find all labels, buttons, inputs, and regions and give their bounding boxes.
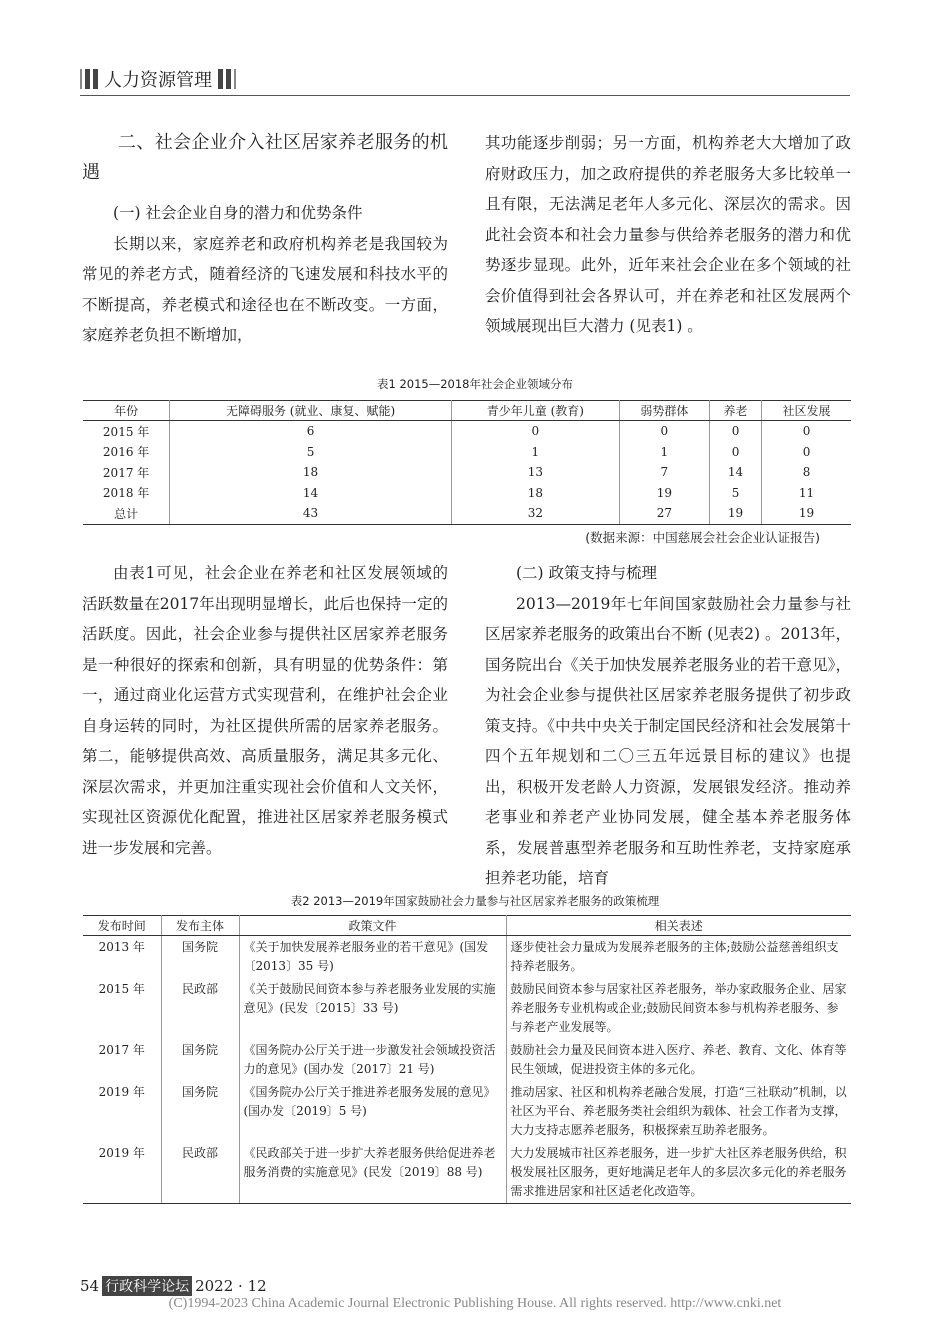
table2-cell: 大力发展城市社区养老服务，进一步扩大社区养老服务供给，积极发展社区服务，更好地满足老年人的多层次多元化的养老服务需求推进居家和社区适老化改造等。	[506, 1142, 851, 1204]
issue: 2022 · 12	[195, 1277, 267, 1295]
left-column-top	[82, 128, 448, 351]
table2-cell: 国务院	[161, 936, 239, 979]
table1-cell: 11	[798, 485, 815, 500]
page-number: 54	[80, 1277, 100, 1295]
table1-cell: 18	[170, 462, 452, 483]
paragraph: 由表1可见，社会企业在养老和社区发展领域的活跃数量在2017年出现明显增长，此后也保持一定的活跃度。因此，社会企业参与提供社区居家养老服务是一种很好的探索和创新，具有明显的优势条件：第一，通过商业化运营方式实现营利，在维护社会企业自身运转的同时，为社区提供所需的居家养老服务。第二，能够提供高效、高质量服务，满足其多元化、深层次需求，并更加注重实现社会价值和人文关怀，实现社区资源优化配置，推进社区居家养老服务模式进一步发展和完善。	[82, 564, 448, 857]
table-row	[83, 483, 851, 504]
header-rule	[80, 95, 850, 96]
table1-cell: 27	[619, 503, 709, 524]
table1-cell: 6	[170, 421, 452, 442]
table-row	[83, 978, 851, 1039]
table2-cell: 2019 年	[83, 1081, 161, 1142]
section-heading: 二、社会企业介入社区居家养老服务的机遇	[82, 132, 448, 183]
table2-header-cell: 发布主体	[161, 916, 239, 936]
table1-cell: 总计	[83, 503, 170, 524]
table2-cell: 《民政部关于进一步扩大养老服务供给促进养老服务消费的实施意见》(民发〔2019〕88 号)	[239, 1142, 506, 1204]
table2-header-cell: 相关表述	[506, 916, 851, 936]
table2-cell: 《国务院办公厅关于进一步激发社会领域投资活力的意见》(国办发〔2017〕21 号)	[239, 1039, 506, 1081]
table1-cell: 5	[170, 442, 452, 463]
paragraph: 2013—2019年七年间国家鼓励社会力量参与社区居家养老服务的政策出台不断 (见表2) 。2013年，国务院出台《关于加快发展养老服务业的若干意见》，为社会企业参与提供社区居家养老服务提供了初步政策支持。《中共中央关于制定国民经济和社会发展第十四个五年规划和二〇三五年远景目标的建议》也提出，积极开发老龄人力资源，发展银发经济。推动养老事业和养老产业协同发展，健全基本养老服务体系，发展普惠型养老服务和互助性养老，支持家庭承担养老功能，培育	[485, 594, 851, 887]
table1-cell: 0	[709, 421, 761, 442]
table-row	[83, 442, 851, 463]
right-column-bottom	[485, 558, 851, 894]
table1-header-cell: 青少年儿童 (教育)	[451, 401, 619, 421]
left-column-bottom	[82, 558, 448, 863]
table1-cell: 0	[802, 424, 811, 439]
table-row	[83, 421, 851, 442]
subheading-1: (一) 社会企业自身的潜力和优势条件	[113, 204, 363, 222]
table1-cell: 0	[619, 421, 709, 442]
table1	[83, 400, 851, 525]
table-row	[83, 936, 851, 979]
header-bars-right	[218, 69, 236, 89]
table2-cell: 《关于加快发展养老服务业的若干意见》(国发〔2013〕35 号)	[239, 936, 506, 979]
header-title: 人力资源管理	[104, 70, 212, 91]
table1-cell: 13	[451, 462, 619, 483]
running-header	[80, 64, 236, 94]
paragraph: 其功能逐步削弱；另一方面，机构养老大大增加了政府财政压力，加之政府提供的养老服务大多比较单一且有限，无法满足老年人多元化、深层次的需求。因此社会资本和社会力量参与供给养老服务的潜力和优势逐步显现。此外，近年来社会企业在多个领域的社会价值得到社会各界认可，并在养老和社区发展两个领域展现出巨大潜力 (见表1) 。	[485, 134, 851, 335]
table2-cell: 国务院	[161, 1081, 239, 1142]
table2-cell: 2017 年	[83, 1039, 161, 1081]
table2-cell: 2013 年	[83, 936, 161, 979]
table2-cell: 2015 年	[83, 978, 161, 1039]
table-row	[83, 503, 851, 524]
table1-header-cell: 弱势群体	[619, 401, 709, 421]
table2-header-cell: 发布时间	[83, 916, 161, 936]
table1-cell: 8	[802, 465, 811, 480]
page-footer	[80, 1276, 267, 1296]
table1-cell: 1	[619, 442, 709, 463]
table-row	[83, 1081, 851, 1142]
table2-cell: 逐步使社会力量成为发展养老服务的主体;鼓励公益慈善组织支持养老服务。	[510, 940, 839, 973]
table2-cell: 国务院	[161, 1039, 239, 1081]
table1-cell: 7	[619, 462, 709, 483]
table1-header-cell: 无障碍服务 (就业、康复、赋能)	[170, 401, 452, 421]
table1-cell: 2018 年	[83, 483, 170, 504]
table1-cell: 1	[451, 442, 619, 463]
table2-cell: 推动居家、社区和机构养老融合发展，打造“三社联动”机制，以社区为平台、养老服务类社会组织为载体、社会工作者为支撑，大力支持志愿养老服务，积极探索互助养老服务。	[510, 1085, 847, 1137]
table1-caption: 表1 2015—2018年社会企业领域分布	[376, 377, 573, 391]
paragraph: 长期以来，家庭养老和政府机构养老是我国较为常见的养老方式，随着经济的飞速发展和科技水平的不断提高，养老模式和途径也在不断改变。一方面，家庭养老负担不断增加，	[82, 234, 448, 344]
subheading-2: (二) 政策支持与梳理	[516, 564, 658, 582]
table1-cell: 0	[802, 444, 811, 459]
table1-header-cell: 养老	[709, 401, 761, 421]
table1-cell: 5	[709, 483, 761, 504]
table1-cell: 2015 年	[83, 421, 170, 442]
table1-cell: 2016 年	[83, 442, 170, 463]
right-column-top	[485, 128, 851, 342]
table2-cell: 鼓励社会力量及民间资本进入医疗、养老、教育、文化、体育等民生领域，促进投资主体的多元化。	[510, 1043, 847, 1076]
table2-header-cell: 政策文件	[239, 916, 506, 936]
journal-name: 行政科学论坛	[102, 1276, 192, 1296]
table2-cell: 《国务院办公厅关于推进养老服务发展的意见》(国办发〔2019〕5 号)	[239, 1081, 506, 1142]
table2-caption: 表2 2013—2019年国家鼓励社会力量参与社区居家养老服务的政策梳理	[290, 894, 660, 908]
table1-source: (数据来源：中国慈展会社会企业认证报告)	[585, 530, 820, 545]
table-row	[83, 1039, 851, 1081]
table1-header-cell: 社区发展	[762, 401, 851, 421]
table2-cell: 2019 年	[83, 1142, 161, 1204]
table1-cell: 2017 年	[83, 462, 170, 483]
table1-cell: 18	[451, 483, 619, 504]
table2	[83, 915, 851, 1204]
table1-cell: 19	[619, 483, 709, 504]
table1-cell: 0	[451, 421, 619, 442]
table1-cell: 0	[709, 442, 761, 463]
table1-header-cell: 年份	[83, 401, 170, 421]
table1-cell: 43	[170, 503, 452, 524]
table2-cell: 民政部	[161, 1142, 239, 1204]
table1-cell: 32	[451, 503, 619, 524]
copyright-notice: (C)1994-2023 China Academic Journal Electronic Publishing House. All rights reserved. http://www.cnki.net	[168, 1296, 782, 1311]
table1-cell: 19	[709, 503, 761, 524]
header-bars-left	[80, 69, 98, 89]
table-row	[83, 1142, 851, 1204]
table2-cell: 民政部	[161, 978, 239, 1039]
table-row	[83, 462, 851, 483]
table1-cell: 19	[762, 503, 851, 524]
table1-cell: 14	[170, 483, 452, 504]
table2-cell: 鼓励民间资本参与居家社区养老服务，举办家政服务企业、居家养老服务专业机构或企业;鼓励民间资本参与机构养老服务、参与养老产业发展等。	[510, 982, 847, 1034]
table2-cell: 《关于鼓励民间资本参与养老服务业发展的实施意见》(民发〔2015〕33 号)	[239, 978, 506, 1039]
table1-cell: 14	[709, 462, 761, 483]
